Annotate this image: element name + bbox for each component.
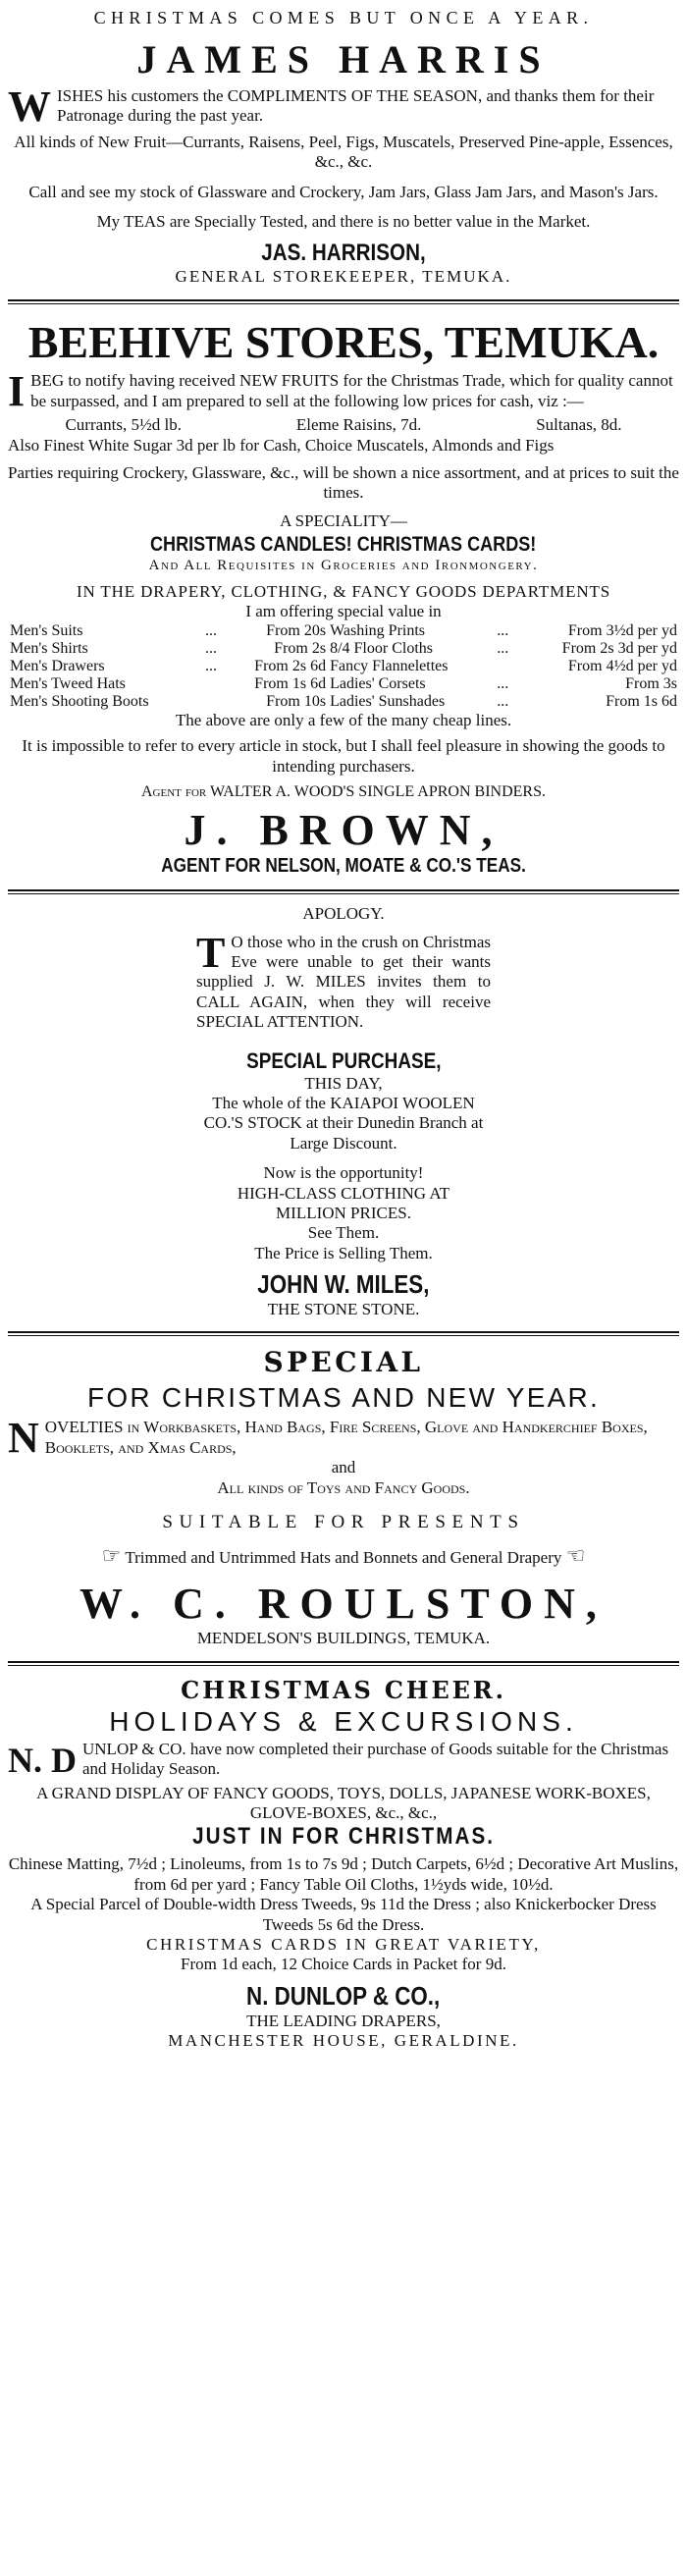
beehive-teas: AGENT FOR NELSON, MOATE & CO.'S TEAS. [161,855,526,878]
beehive-intro [8,367,679,416]
divider [8,1335,679,1336]
miles-opportunity: Now is the opportunity! [263,1163,424,1183]
price-cell: ... [497,639,509,657]
roulston-toys: All kinds of Toys and Fancy Goods. [217,1477,470,1497]
miles-text [196,928,491,1033]
roulston-and: and [331,1458,356,1477]
price-cell: Ladies' Sunshades [330,692,446,710]
beehive-fruit-prices [8,415,679,435]
roulston-novelties-text: OVELTIES in Workbaskets, Hand Bags, Fire Screens, Glove and Handkerchief Boxes, Booklets, and Xmas Cards, [44,1418,648,1457]
miles-apology: APOLOGY. [302,904,385,924]
miles-day: THIS DAY, [304,1073,383,1093]
beehive-dropcap: I [8,367,26,416]
price-cell: Men's Shooting Boots [10,692,149,710]
miles-name: JOHN W. MILES, [257,1269,430,1300]
price-cell: ... [205,621,218,639]
dunlop-advert [8,1672,679,2058]
price-cell: Men's Suits [10,621,83,639]
fruit-price: Currants, 5½d lb. [65,415,182,435]
dunlop-holidays: HOLIDAYS & EXCURSIONS. [109,1705,578,1737]
price-row [8,693,679,711]
price-cell: From 3½d per yd [567,621,677,639]
fruit-price: Eleme Raisins, 7d. [295,415,422,435]
roulston-address: MENDELSON'S BUILDINGS, TEMUKA. [196,1629,491,1648]
beehive-impossible: It is impossible to refer to every article in stock, but I shall feel pleasure in showing the goods to intending purchasers. [22,736,665,776]
beehive-title: BEEHIVE STORES, TEMUKA. [27,316,660,367]
price-cell: 8/4 Floor Cloths [330,639,433,657]
price-cell: Men's Drawers [10,657,105,674]
harris-advert [8,0,679,294]
roulston-hats [8,1543,679,1569]
pointing-hand-icon: ☞ [101,1543,122,1569]
roulston-name: W. C. ROULSTON, [79,1580,608,1629]
harris-fruit: All kinds of New Fruit—Currants, Raisens, Peel, Figs, Muscatels, Preserved Pine-apple, Essences, &c., &c. [14,132,673,172]
dunlop-dropcap: N. D [8,1740,77,1780]
harris-intro [8,82,679,131]
dunlop-cheer: CHRISTMAS CHEER. [181,1675,506,1704]
beehive-crockery: Parties requiring Crockery, Glassware, &c., will be shown a nice assortment, and at prices to suit the times. [8,462,679,503]
roulston-suitable: SUITABLE FOR PRESENTS [162,1512,525,1533]
miles-store: THE STONE STONE. [267,1300,420,1319]
harris-role: GENERAL STOREKEEPER, TEMUKA. [175,267,512,287]
beehive-agent: Agent for WALTER A. WOOD'S SINGLE APRON BINDERS. [140,783,546,801]
roulston-dropcap: N [8,1414,39,1463]
price-row [8,622,679,640]
dunlop-cards-price: From 1d each, 12 Choice Cards in Packet for 9d. [181,1955,506,1974]
price-cell: Men's Tweed Hats [10,674,126,692]
miles-highclass: HIGH-CLASS CLOTHING AT [237,1183,450,1203]
price-cell [495,658,516,675]
beehive-candles: CHRISTMAS CANDLES! CHRISTMAS CARDS! [150,533,537,557]
beehive-price-table [8,622,679,711]
divider [8,299,679,301]
divider [8,303,679,304]
dunlop-address: MANCHESTER HOUSE, GERALDINE. [168,2031,519,2051]
dunlop-just: JUST IN FOR CHRISTMAS. [191,1823,496,1851]
miles-dropcap: T [196,928,226,977]
harris-name: JAMES HARRIS [136,37,551,81]
miles-see: See Them. [307,1223,380,1243]
divider [8,1665,679,1666]
divider [8,893,679,894]
beehive-few: The above are only a few of the many cheap lines. [175,710,512,729]
price-cell: From 2s [274,639,327,657]
price-cell: Men's Shirts [10,639,88,657]
price-cell: ... [497,674,509,692]
beehive-intro-text: BEG to notify having received NEW FRUITS for the Christmas Trade, which for quality cannot be surpassed, and I am prepared to sell at the following low prices for cash, viz :— [30,371,673,410]
roulston-heading: FOR CHRISTMAS AND NEW YEAR. [86,1382,600,1414]
miles-text-body: O those who in the crush on Christmas Eve were unable to get their wants supplied J. W. MILES invites them to CALL AGAIN, when they will receive SPECIAL ATTENTION. [196,932,491,1032]
beehive-drapery: IN THE DRAPERY, CLOTHING, & FANCY GOODS DEPARTMENTS [76,582,611,602]
divider [8,1331,679,1333]
roulston-hats-text: Trimmed and Untrimmed Hats and Bonnets and General Drapery [125,1548,562,1568]
divider [8,1661,679,1663]
price-cell: Washing Prints [330,621,426,639]
price-cell: ... [205,639,218,657]
harris-topline: CHRISTMAS COMES BUT ONCE A YEAR. [93,8,594,27]
price-cell: From 1s 6d [606,692,677,710]
price-cell: From 2s 3d per yd [561,639,677,657]
harris-signature: JAS. HARRISON, [261,240,426,267]
dunlop-intro [8,1740,679,1780]
price-row [8,658,679,675]
price-cell: From 3s [625,674,677,692]
harris-intro-text: ISHES his customers the COMPLIMENTS OF THE SEASON, and thanks them for their Patronage during the past year. [57,86,655,126]
miles-whole: The whole of the KAIAPOI WOOLEN CO.'S STOCK at their Dunedin Branch at Large Discount. [203,1093,484,1153]
roulston-advert [8,1342,679,1654]
price-cell: From 1s 6d [254,674,327,692]
price-cell: ... [205,657,218,674]
dunlop-name: N. DUNLOP & CO., [246,1980,441,2011]
harris-glass: Call and see my stock of Glassware and Crockery, Jam Jars, Glass Jam Jars, and Mason's Jars. [28,182,659,201]
dunlop-matting: Chinese Matting, 7½d ; Linoleums, from 1s to 7s 9d ; Dutch Carpets, 6½d ; Decorative Art Muslins, from 6d per yard ; Fancy Table Oil Cloths, 1½yds wide, 10½d. [8,1854,679,1894]
price-row [8,640,679,658]
price-cell: From 10s [266,692,327,710]
pointing-hand-icon: ☜ [565,1543,586,1569]
divider [8,889,679,891]
price-cell: From 4½d per yd [567,657,677,674]
dunlop-leading: THE LEADING DRAPERS, [246,2011,441,2030]
beehive-name: J. BROWN, [184,806,503,855]
price-cell: Ladies' Corsets [330,674,426,692]
miles-price: The Price is Selling Them. [254,1243,433,1262]
dunlop-cards: CHRISTMAS CARDS IN GREAT VARIETY, [146,1934,541,1954]
price-cell: From 2s 6d [254,657,327,674]
price-row [8,675,679,693]
fruit-price: Sultanas, 8d. [536,415,622,435]
roulston-novelties [8,1414,679,1463]
dunlop-parcel: A Special Parcel of Double-width Dress Tweeds, 9s 11d the Dress ; also Knickerbocker Dress Tweeds 5s 6d the Dress. [30,1895,657,1934]
miles-special: SPECIAL PURCHASE, [245,1047,442,1073]
price-cell: ... [497,692,509,710]
beehive-requisites: And All Requisites in Groceries and Ironmongery. [148,558,539,574]
beehive-offering: I am offering special value in [245,602,442,621]
price-cell [203,675,225,693]
price-cell: Fancy Flannelettes [330,657,449,674]
beehive-advert [8,310,679,884]
dunlop-display: A GRAND DISPLAY OF FANCY GOODS, TOYS, DOLLS, JAPANESE WORK-BOXES, GLOVE-BOXES, &c., &c., [36,1783,651,1822]
roulston-special: SPECIAL [263,1346,424,1379]
beehive-sugar: Also Finest White Sugar 3d per lb for Cash, Choice Muscatels, Almonds and Figs [8,435,555,455]
miles-million: MILLION PRICES. [276,1203,411,1222]
price-cell [203,693,225,711]
harris-teas: My TEAS are Specially Tested, and there is no better value in the Market. [96,211,591,231]
miles-advert [8,900,679,1325]
beehive-speciality: A SPECIALITY— [280,510,407,530]
price-cell: From 20s [266,621,327,639]
dunlop-intro-text: UNLOP & CO. have now completed their purchase of Goods suitable for the Christmas and Holiday Season. [82,1739,669,1779]
price-cell: ... [497,621,509,639]
harris-dropcap: W [8,82,51,131]
